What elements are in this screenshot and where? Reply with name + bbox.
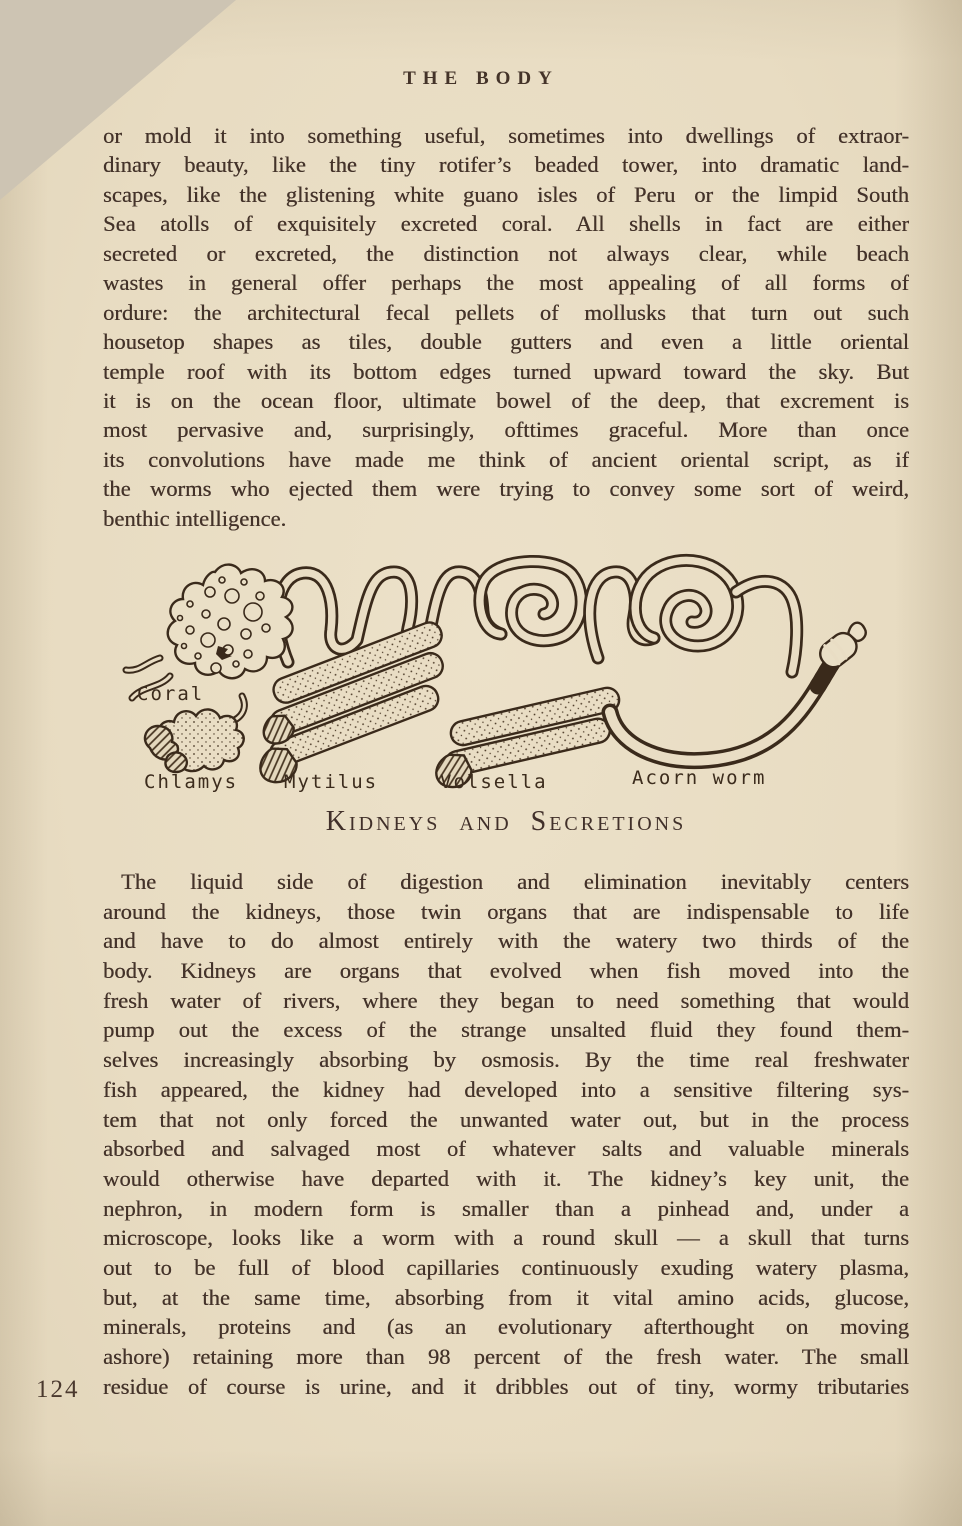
text-line: absorbed and salvaged most of whatever salts and valuable minerals [103,1136,909,1162]
text-line: or mold it into something useful, sometimes into dwellings of extraor- [103,123,909,148]
label-coral: Coral [137,683,205,705]
text-line: it is on the ocean floor, ultimate bowel of the deep, that excrement is [103,387,909,413]
text-line: The liquid side of digestion and elimination inevitably centers [121,869,909,894]
text-line: its convolutions have made me think of ancient oriental script, as if [103,446,909,472]
paragraph-opening [103,121,909,533]
text-line: would otherwise have departed with it. The kidney’s key unit, the [103,1165,909,1191]
label-mytilus: Mytilus [284,771,379,793]
text-line: nephron, in modern form is smaller than a pinhead and, under a [103,1195,909,1221]
chlamys-drawing [145,709,244,772]
text-line: minerals, proteins and (as an evolutionary afterthought on moving [103,1314,909,1340]
text-line: secreted or excreted, the distinction not always clear, while beach [103,240,909,266]
text-line: and have to do almost entirely with the watery two thirds of the [103,928,909,954]
text-line: microscope, looks like a worm with a round skull — a skull that turns [103,1225,909,1251]
text-line: most pervasive and, surprisingly, ofttimes graceful. More than once [103,417,909,443]
text-line: wastes in general offer perhaps the most appealing of all forms of [103,270,909,296]
text-line: body. Kidneys are organs that evolved when fish moved into the [103,958,909,984]
text-line: the worms who ejected them were trying to convey some sort of weird, [103,476,909,502]
text-line: dinary beauty, like the tiny rotifer’s beaded tower, into dramatic land- [103,152,909,178]
text-line: pump out the excess of the strange unsalted fluid they found them- [103,1017,909,1043]
running-header: THE BODY [403,68,559,89]
text-line: benthic intelligence. [103,505,287,531]
text-line: out to be full of blood capillaries continuously exuding watery plasma, [103,1254,909,1280]
text-line: temple roof with its bottom edges turned upward toward the sky. But [103,358,909,384]
text-line: scapes, like the glistening white guano isles of Peru or the limpid South [103,181,909,207]
paragraph-kidneys [103,867,909,1401]
text-line: residue of course is urine, and it dribbles out of tiny, wormy tributaries [103,1373,909,1399]
text-line: but, at the same time, absorbing from it vital amino acids, glucose, [103,1284,909,1310]
page-number: 124 [36,1376,80,1403]
text-line: ordure: the architectural fecal pellets of mollusks that turn out such [103,299,909,325]
text-line: fish appeared, the kidney had developed into a sensitive filtering sys- [103,1076,909,1102]
text-line: Sea atolls of exquisitely excreted coral. All shells in fact are either [103,211,909,237]
text-line: housetop shapes as tiles, double gutters and even a little oriental [103,329,909,355]
text-line: tem that not only forced the unwanted water out, but in the process [103,1106,909,1132]
label-chlamys: Chlamys [144,771,239,793]
label-volsella: Volsella [440,771,548,793]
text-line: ashore) retaining more than 98 percent of the fresh water. The small [103,1344,909,1369]
text-line: around the kidneys, those twin organs that are indispensable to life [103,898,909,924]
text-line: fresh water of rivers, where they began to need something that would [103,987,909,1013]
section-heading: Kidneys and Secretions [325,806,687,837]
text-line: selves increasingly absorbing by osmosis. By the time real freshwater [103,1047,909,1073]
illustration-fecal-castings [120,552,890,804]
label-acorn-worm: Acorn worm [632,767,767,789]
